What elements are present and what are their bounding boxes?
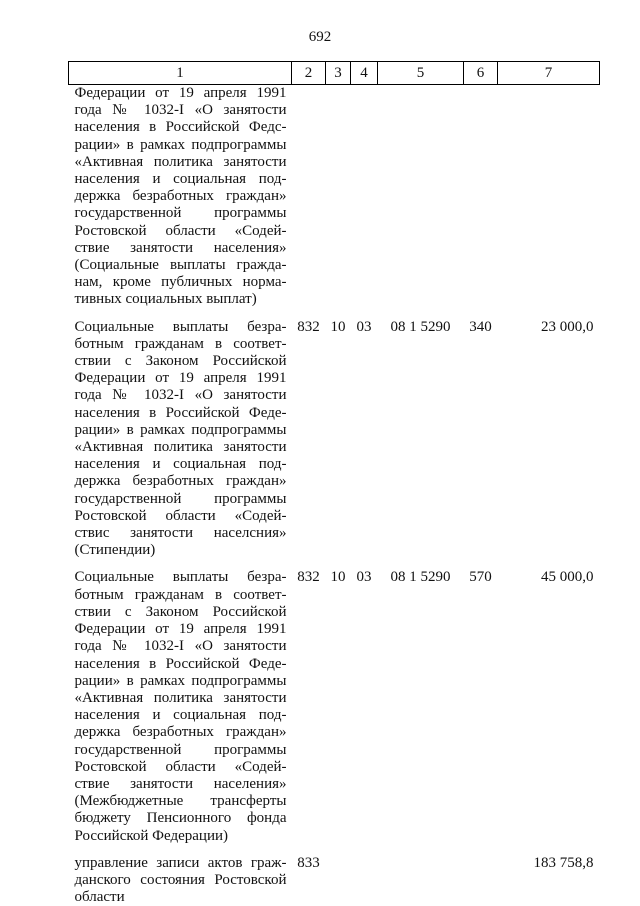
header-col-3: 3	[326, 62, 351, 85]
description-line: Федерации от 19 апреля 1991	[75, 370, 287, 387]
cell-subsection-code: 03	[351, 569, 378, 844]
description-line: Социальные выплаты безра-	[75, 569, 287, 586]
header-col-2: 2	[292, 62, 326, 85]
cell-amount: 23 000,0	[498, 319, 600, 560]
cell-subsection-code	[351, 855, 378, 906]
cell-amount: 45 000,0	[498, 569, 600, 844]
header-col-4: 4	[351, 62, 378, 85]
cell-ministry-code: 832	[292, 569, 326, 844]
cell-target-article	[378, 855, 464, 906]
cell-target-article: 08 1 5290	[378, 569, 464, 844]
description-line: «Активная политика занятости	[75, 690, 287, 707]
table-row	[69, 85, 600, 309]
row-description	[69, 569, 292, 844]
description-line: ствии с Законом Российской	[75, 353, 287, 370]
description-line: государственной программы	[75, 491, 287, 508]
cell-expense-type: 570	[464, 569, 498, 844]
description-line: Ростовской области «Содей-	[75, 508, 287, 525]
description-line: года № 1032-I «О занятости	[75, 387, 287, 404]
table-row	[69, 319, 600, 560]
row-spacer	[69, 845, 600, 855]
description-line: «Активная политика занятости	[75, 154, 287, 171]
cell-amount	[498, 85, 600, 309]
cell-ministry-code	[292, 85, 326, 309]
description-line: ствии с Законом Российской	[75, 604, 287, 621]
table-body	[69, 85, 600, 906]
description-line: года № 1032-I «О занятости	[75, 638, 287, 655]
row-description	[69, 855, 292, 906]
row-spacer	[69, 309, 600, 319]
description-line: государственной программы	[75, 742, 287, 759]
description-line: Федерации от 19 апреля 1991	[75, 85, 287, 102]
description-line: ствие занятости населения»	[75, 240, 287, 257]
cell-subsection-code: 03	[351, 319, 378, 560]
page-number: 692	[0, 29, 640, 46]
table-row	[69, 855, 600, 906]
description-line: держка безработных граждан»	[75, 473, 287, 490]
cell-expense-type	[464, 85, 498, 309]
description-line: рации» в рамках подпрограммы	[75, 673, 287, 690]
description-line: Ростовской области «Содей-	[75, 223, 287, 240]
row-spacer	[69, 559, 600, 569]
cell-target-article: 08 1 5290	[378, 319, 464, 560]
description-line: (Социальные выплаты гражда-	[75, 257, 287, 274]
cell-section-code	[326, 855, 351, 906]
description-line: населения и социальная под-	[75, 707, 287, 724]
description-line: Социальные выплаты безра-	[75, 319, 287, 336]
description-line: населения и социальная под-	[75, 171, 287, 188]
description-line: рации» в рамках подпрограммы	[75, 137, 287, 154]
description-line: ботным гражданам в соответ-	[75, 587, 287, 604]
description-line: ботным гражданам в соответ-	[75, 336, 287, 353]
header-col-7: 7	[498, 62, 600, 85]
cell-section-code: 10	[326, 569, 351, 844]
description-line: года № 1032-I «О занятости	[75, 102, 287, 119]
description-line: населения и социальная под-	[75, 456, 287, 473]
description-line: области	[75, 889, 287, 906]
description-line: бюджету Пенсионного фонда	[75, 810, 287, 827]
description-line: рации» в рамках подпрограммы	[75, 422, 287, 439]
cell-amount: 183 758,8	[498, 855, 600, 906]
description-line: населения в Российской Феде-	[75, 405, 287, 422]
table-row	[69, 569, 600, 844]
description-line: населения в Российской Феде-	[75, 656, 287, 673]
header-col-6: 6	[464, 62, 498, 85]
cell-section-code: 10	[326, 319, 351, 560]
description-line: тивных социальных выплат)	[75, 291, 287, 308]
description-line: данского состояния Ростовской	[75, 872, 287, 889]
description-line: «Активная политика занятости	[75, 439, 287, 456]
row-description	[69, 85, 292, 309]
cell-subsection-code	[351, 85, 378, 309]
row-description	[69, 319, 292, 560]
cell-target-article	[378, 85, 464, 309]
description-line: (Межбюджетные трансферты	[75, 793, 287, 810]
cell-ministry-code: 833	[292, 855, 326, 906]
description-line: управление записи актов граж-	[75, 855, 287, 872]
description-line: государственной программы	[75, 205, 287, 222]
description-line: ствие занятости населения»	[75, 776, 287, 793]
cell-expense-type	[464, 855, 498, 906]
description-line: населения в Российской Федс-	[75, 119, 287, 136]
cell-expense-type: 340	[464, 319, 498, 560]
cell-section-code	[326, 85, 351, 309]
budget-table	[68, 61, 600, 906]
description-line: нам, кроме публичных норма-	[75, 274, 287, 291]
description-line: Российской Федерации)	[75, 828, 287, 845]
description-line: ствис занятости населсния»	[75, 525, 287, 542]
description-line: держка безработных граждан»	[75, 188, 287, 205]
cell-ministry-code: 832	[292, 319, 326, 560]
description-line: Ростовской области «Содей-	[75, 759, 287, 776]
description-line: (Стипендии)	[75, 542, 287, 559]
header-col-5: 5	[378, 62, 464, 85]
description-line: Федерации от 19 апреля 1991	[75, 621, 287, 638]
description-line: держка безработных граждан»	[75, 724, 287, 741]
header-row	[69, 62, 600, 85]
header-col-1: 1	[69, 62, 292, 85]
